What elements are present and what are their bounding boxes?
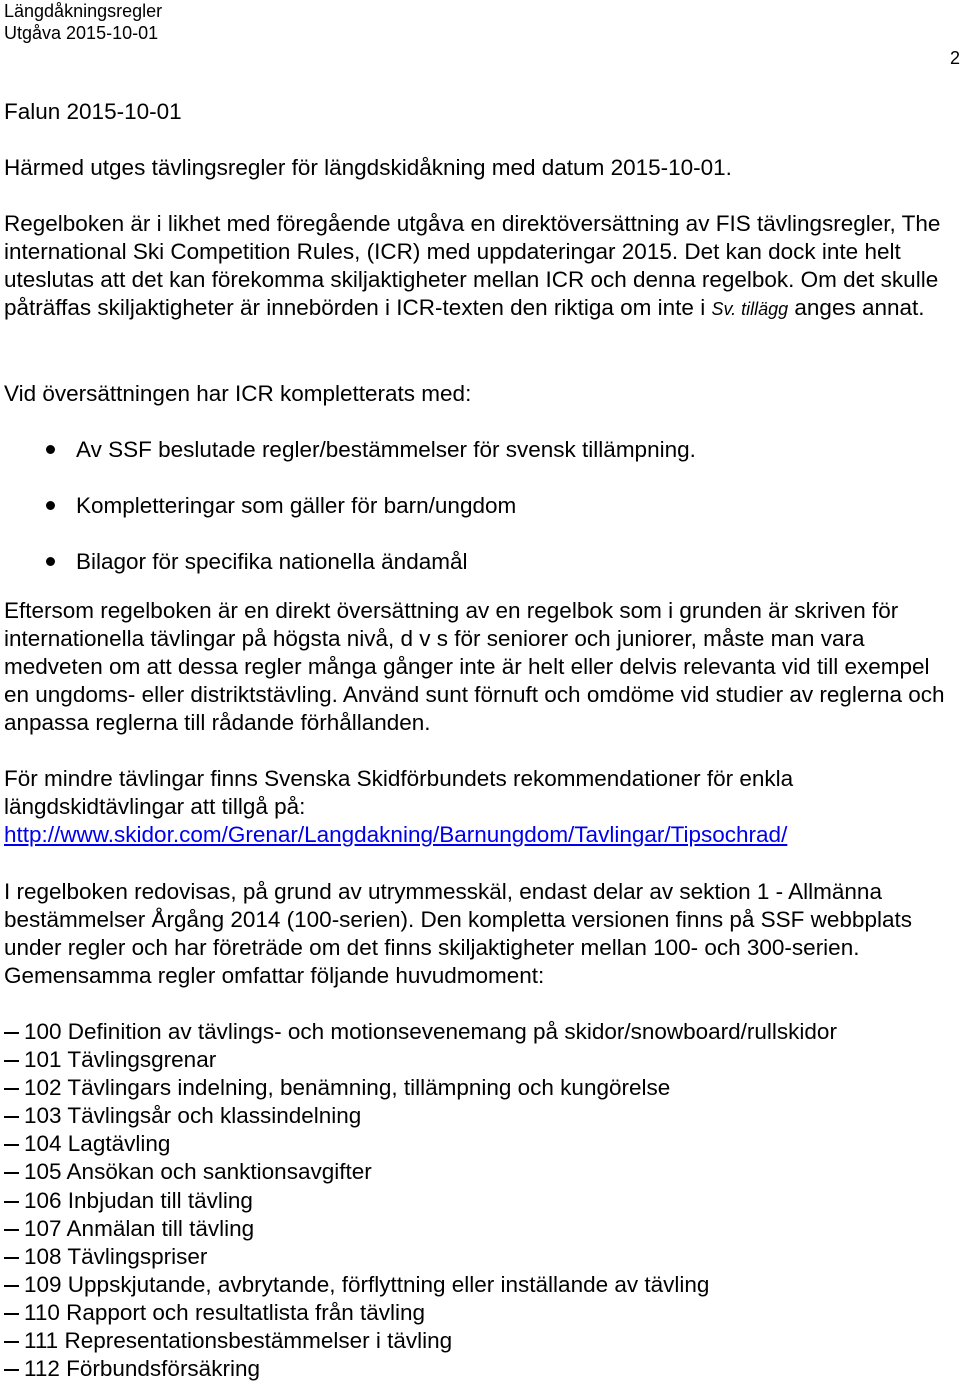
list-item: 109 Uppskjutande, avbrytande, förflyttning eller inställande av tävling xyxy=(4,1271,837,1299)
list-item: 103 Tävlingsår och klassindelning xyxy=(4,1102,837,1130)
dash-icon xyxy=(4,1032,19,1034)
dash-icon xyxy=(4,1313,19,1315)
translation-text: Regelboken är i likhet med föregående utgåva en direktöversättning av FIS tävlingsregler, The international Ski Competition Rules, (ICR) med uppdateringar 2015. Det kan dock inte helt uteslutas att det kan förekomma skiljaktigheter mellan ICR och denna regelbok. Om det skulle påträffas skiljaktigheter är innebörden i ICR-texten den riktiga om inte i xyxy=(4,211,941,320)
swedish-supplement-term: Sv. tillägg xyxy=(711,299,789,319)
dash-icon xyxy=(4,1116,19,1118)
dash-icon xyxy=(4,1257,19,1259)
bullet-icon xyxy=(46,445,55,454)
list-item: 112 Förbundsförsäkring xyxy=(4,1355,837,1383)
supplement-list xyxy=(76,436,956,604)
page-number: 2 xyxy=(949,48,960,68)
section-paragraph: I regelboken redovisas, på grund av utrymmesskäl, endast delar av sektion 1 - Allmänna bestämmelser Årgång 2014 (100-serien). Den kompletta versionen finns på SSF webbplats under regler och har företräde om det finns skiljaktigheter mellan 100- och 300-serien. Gemensamma regler omfattar följande huvudmoment: xyxy=(4,879,912,988)
small-competitions-paragraph: För mindre tävlingar finns Svenska Skidförbundets rekommendationer för enkla längdskidtävlingar att tillgå på: http://www.skidor.com/Grenar/Langdakning/Barnungdom/Tavlingar/Tipsochrad/ xyxy=(4,766,794,847)
list-item: 111 Representationsbestämmelser i tävling xyxy=(4,1327,837,1355)
list-item: 104 Lagtävling xyxy=(4,1130,837,1158)
dash-icon xyxy=(4,1144,19,1146)
list-item: Bilagor för specifika nationella ändamål xyxy=(76,548,956,604)
supplement-intro: Vid översättningen har ICR kompletterats med: xyxy=(4,381,472,406)
translation-paragraph xyxy=(4,210,960,323)
list-item: Av SSF beslutade regler/bestämmelser för svensk tillämpning. xyxy=(76,436,956,492)
bullet-icon xyxy=(46,557,55,566)
list-item: 107 Anmälan till tävling xyxy=(4,1215,837,1243)
scope-paragraph: Eftersom regelboken är en direkt översättning av en regelbok som i grunden är skriven för internationella tävlingar på högsta nivå, d v s för seniorer och juniorer, måste man vara medveten om att dessa regler många gånger inte är helt eller delvis relevanta vid till exempel en ungdoms- eller distriktstävling. Använd sunt förnuft och omdöme vid studier av reglerna och anpassa reglerna till rådande förhållanden. xyxy=(4,598,945,735)
header-title: Längdåkningsregler xyxy=(4,1,163,21)
dash-icon xyxy=(4,1088,19,1090)
list-item: 106 Inbjudan till tävling xyxy=(4,1187,837,1215)
dash-icon xyxy=(4,1201,19,1203)
list-item: 110 Rapport och resultatlista från tävling xyxy=(4,1299,837,1327)
header-edition: Utgåva 2015-10-01 xyxy=(4,23,159,43)
skidor-link[interactable]: http://www.skidor.com/Grenar/Langdakning/Barnungdom/Tavlingar/Tipsochrad/ xyxy=(4,822,788,847)
dash-icon xyxy=(4,1229,19,1231)
bullet-icon xyxy=(46,501,55,510)
section-list xyxy=(4,1018,837,1383)
intro-paragraph: Härmed utges tävlingsregler för längdskidåkning med datum 2015-10-01. xyxy=(4,155,732,180)
dash-icon xyxy=(4,1172,19,1174)
dash-icon xyxy=(4,1285,19,1287)
list-item: 105 Ansökan och sanktionsavgifter xyxy=(4,1158,837,1186)
list-item: 102 Tävlingars indelning, benämning, tillämpning och kungörelse xyxy=(4,1074,837,1102)
dash-icon xyxy=(4,1341,19,1343)
translation-tail: anges annat. xyxy=(788,295,925,320)
list-item: 101 Tävlingsgrenar xyxy=(4,1046,837,1074)
list-item: 100 Definition av tävlings- och motionsevenemang på skidor/snowboard/rullskidor xyxy=(4,1018,837,1046)
dash-icon xyxy=(4,1369,19,1371)
dash-icon xyxy=(4,1060,19,1062)
dateline: Falun 2015-10-01 xyxy=(4,99,182,124)
list-item: Kompletteringar som gäller för barn/ungdom xyxy=(76,492,956,548)
list-item: 108 Tävlingspriser xyxy=(4,1243,837,1271)
